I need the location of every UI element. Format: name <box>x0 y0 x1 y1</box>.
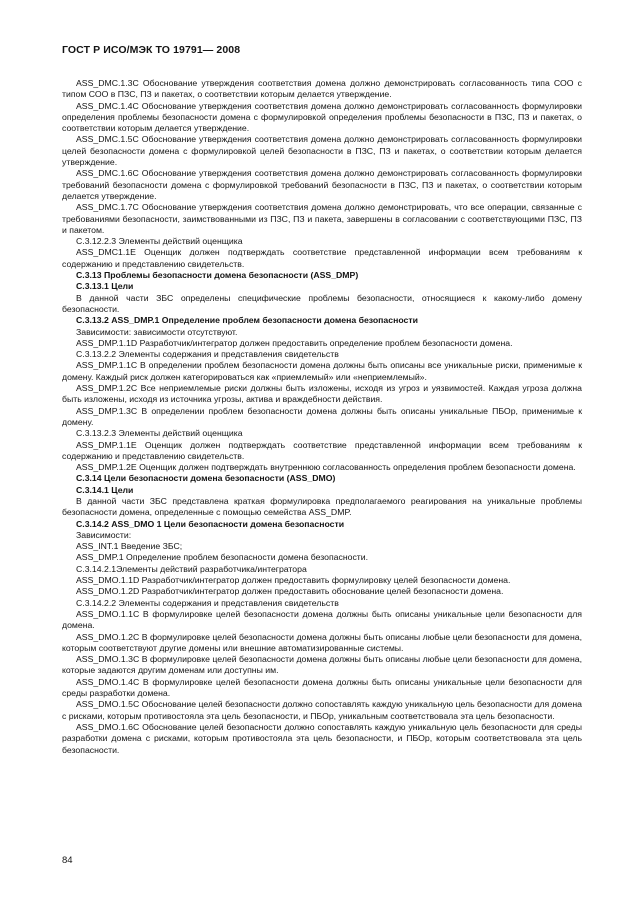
paragraph: ASS_DMC.1.7С Обоснование утверждения соответствия домена должно демонстрировать, что все операции, связанные с требованиями безопасности, заимствованными из ПЗС, ПЗ и пакета, завершены в согласовании с соответствующими ПЗС, ПЗ и пакетом. <box>62 202 582 235</box>
paragraph: С.3.14.2.1Элементы действий разработчика/интегратора <box>76 563 307 574</box>
paragraph: ASS_DMP.1.3С В определении проблем безопасности домена должны быть описаны уникальные ПБОр, применимые к домену. <box>62 405 582 427</box>
paragraph: ASS_DMO.1.3С В формулировке целей безопасности домена должны быть описаны любые цели безопасности для домена, которые задаются другим доменам или доступны им. <box>62 654 582 676</box>
paragraph: ASS_DMC.1.4С Обоснование утверждения соответствия домена должно демонстрировать согласованность формулировки определения проблемы безопасности домена с формулировкой определения проблемы безопасности в ПЗС, ПЗ и пакетах, о соответствии которым делается утверждение. <box>62 100 582 134</box>
paragraph: ASS_DMP.1.1С В определении проблем безопасности домена должны быть описаны все уникальные риски, применимые к домену. Каждый риск должен категорироваться как «приемлемый» или «неприемлемый». <box>62 360 582 382</box>
paragraph: В данной части ЗБС представлена краткая формулировка предполагаемого реагирования на уникальные проблемы безопасности домена, определенные с помощью семейства ASS_DMP. <box>62 495 582 518</box>
section-heading: С.3.14.2 ASS_DMO 1 Цели безопасности домена безопасности <box>76 518 345 529</box>
paragraph: ASS_DMP.1 Определение проблем безопасности домена безопасности. <box>76 552 369 563</box>
paragraph: С.3.13.2.2 Элементы содержания и представления свидетельств <box>76 349 339 360</box>
paragraph: ASS_DMP.1.2С Все неприемлемые риски должны быть изложены, исходя из угроз и уязвимостей. Каждая угроза должна быть изложены, исходя из источника угрозы, актива и враждебности действия. <box>62 383 582 405</box>
page-number: 84 <box>62 855 73 866</box>
paragraph: С.3.13.2.3 Элементы действий оценщика <box>76 428 243 439</box>
paragraph: ASS_DMO.1.1С В формулировке целей безопасности домена должны быть описаны уникальные цели безопасности для домена. <box>62 608 582 631</box>
paragraph: С.3.12.2.3 Элементы действий оценщика <box>76 236 243 247</box>
paragraph: ASS_DMC.1.6С Обоснование утверждения соответствия домена должно демонстрировать согласованность формулировки требований безопасности домена с формулировкой требований безопасности в ПЗС, ПЗ и пакетах, о соответствии которым делается утверждение. <box>62 168 582 201</box>
paragraph: ASS_DMO.1.2С В формулировке целей безопасности домена должны быть описаны любые цели безопасности для домена, которым соответствуют другие домены или внешние автоматизированные системы. <box>62 631 582 653</box>
document-header: ГОСТ Р ИСО/МЭК ТО 19791— 2008 <box>62 44 241 56</box>
paragraph: С.3.14.2.2 Элементы содержания и представления свидетельств <box>76 597 339 608</box>
paragraph: Зависимости: <box>76 529 132 540</box>
section-heading: С.3.14.1 Цели <box>76 484 134 495</box>
paragraph: ASS_DMC.1.5С Обоснование утверждения соответствия домена должно демонстрировать согласованность формулировки целей безопасности домена с формулировкой целей безопасности в ПЗС, ПЗ и пакетах, о соответствии которым делается утверждение. <box>62 134 582 168</box>
paragraph: ASS_DMO.1.5С Обоснование целей безопасности должно сопоставлять каждую уникальную цель безопасности для домена с рисками, которым противостояла эта цель безопасности, и ПБОр, уникальным соответствовала эта цель безопасности. <box>62 699 582 721</box>
paragraph: ASS_DMO.1.2D Разработчик/интегратор должен предоставить обоснование целей безопасности домена. <box>76 586 504 597</box>
paragraph: В данной части ЗБС определены специфические проблемы безопасности, относящиеся к какому-либо домену безопасности. <box>62 292 582 314</box>
paragraph: ASS_DMC.1.3С Обоснование утверждения соответствия домена должно демонстрировать согласованность типа СОО с типом СОО в ПЗС, ПЗ и пакетах, о соответствии которым делается утверждение. <box>62 78 582 100</box>
paragraph: Зависимости: зависимости отсутствуют. <box>76 326 238 337</box>
paragraph: ASS_DMP.1.2E Оценщик должен подтверждать внутреннюю согласованность определения проблем безопасности домена. <box>76 462 576 473</box>
section-heading: С.3.14 Цели безопасности домена безопасности (ASS_DMO) <box>76 473 336 484</box>
document-body <box>62 78 582 756</box>
section-heading: С.3.13.1 Цели <box>76 281 134 292</box>
paragraph: ASS_DMO.1.4С В формулировке целей безопасности домена должны быть описаны уникальные цели безопасности для среды разработки домена. <box>62 676 582 699</box>
paragraph: ASS_INT.1 Введение ЗБС; <box>76 541 183 552</box>
paragraph: ASS_DMP.1.1E Оценщик должен подтверждать соответствие представленной информации всем требованиям к содержанию и представлению свидетельств. <box>62 439 582 461</box>
paragraph: ASS_DMO.1.1D Разработчик/интегратор должен предоставить формулировку целей безопасности домена. <box>76 575 511 586</box>
section-heading: С.3.13 Проблемы безопасности домена безопасности (ASS_DMP) <box>76 270 359 281</box>
paragraph: ASS_DMC1.1E Оценщик должен подтверждать соответствие представленной информации всем требованиям к содержанию и представлению свидетельств. <box>62 247 582 269</box>
paragraph: ASS_DMP.1.1D Разработчик/интегратор должен предоставить определение проблем безопасности домена. <box>76 337 513 348</box>
section-heading: С.3.13.2 ASS_DMP.1 Определение проблем безопасности домена безопасности <box>76 315 418 326</box>
paragraph: ASS_DMO.1.6С Обоснование целей безопасности должно сопоставлять каждую уникальную цель безопасности для среды разработки домена с рисками, которым противостояла эта цель безопасности, и ПБОр, которым соответствовала эта цель безопасности. <box>62 721 582 755</box>
